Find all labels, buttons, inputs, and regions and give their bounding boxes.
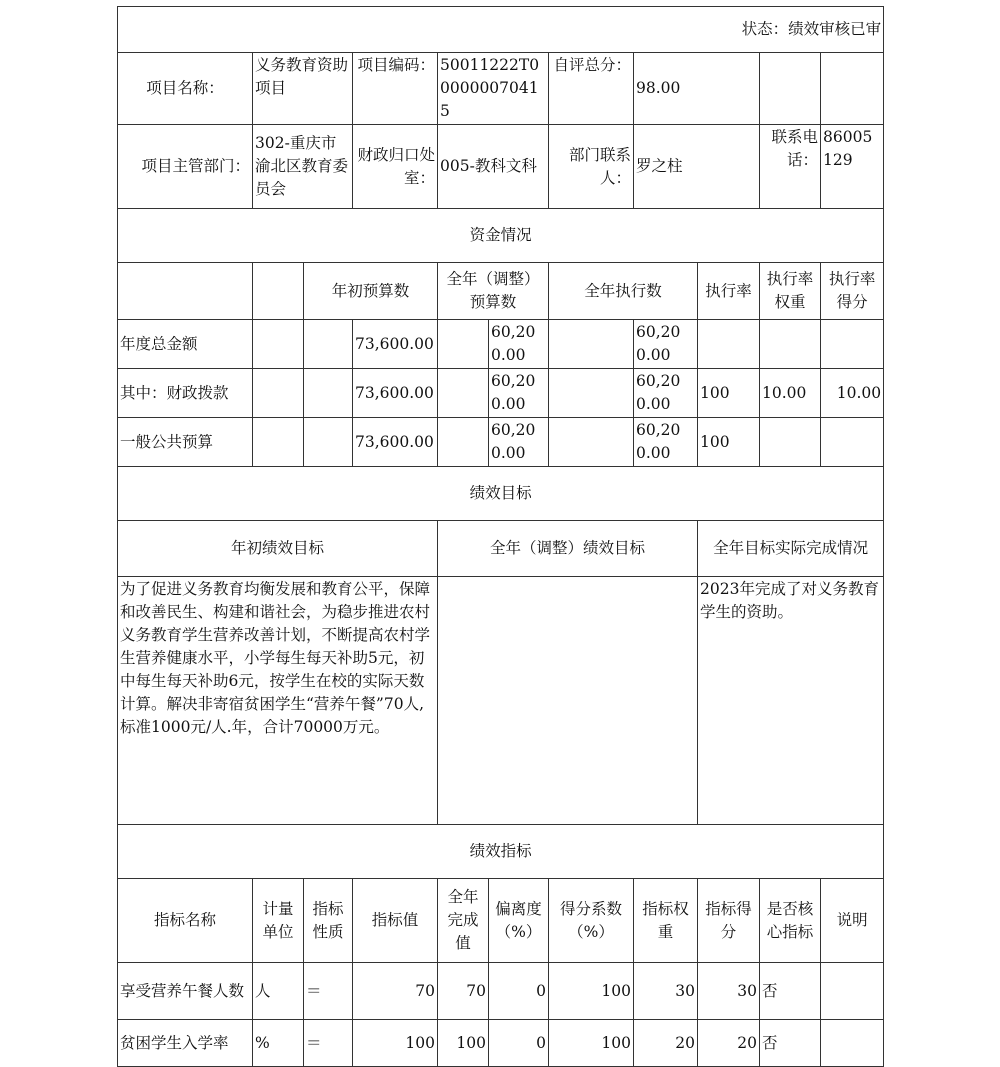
funds-executed: 60,200.00: [634, 369, 698, 418]
indicator-row: [118, 1020, 884, 1067]
funds-initial: 73,600.00: [353, 320, 438, 369]
project-code-label: 项目编码：: [353, 53, 438, 125]
ind-nature: ＝: [304, 1020, 353, 1067]
indicators-section-title: 绩效指标: [118, 825, 884, 879]
ind-actual: 100: [438, 1020, 489, 1067]
ind-header-weight: 指标权重: [634, 879, 698, 963]
goals-initial-header: 年初绩效目标: [118, 521, 438, 577]
indicator-row: [118, 963, 884, 1020]
empty-cell: [253, 418, 304, 467]
ind-deviation: 0: [489, 963, 549, 1020]
ind-score: 20: [698, 1020, 760, 1067]
ind-unit: %: [253, 1020, 304, 1067]
ind-name: 享受营养午餐人数: [118, 963, 253, 1020]
ind-value: 100: [353, 1020, 438, 1067]
ind-nature: ＝: [304, 963, 353, 1020]
ind-note: [821, 963, 884, 1020]
goals-completion-header: 全年目标实际完成情况: [698, 521, 884, 577]
empty-cell: [821, 53, 884, 125]
ind-header-score: 指标得分: [698, 879, 760, 963]
ind-deviation: 0: [489, 1020, 549, 1067]
contact-label: 部门联系人：: [549, 125, 634, 209]
funds-score: [821, 418, 884, 467]
empty-cell: [549, 418, 634, 467]
status-text: 状态：绩效审核已审: [741, 20, 882, 38]
funds-header-adjusted: 全年（调整）预算数: [438, 263, 549, 320]
ind-core: 否: [760, 1020, 821, 1067]
empty-cell: [438, 418, 489, 467]
goals-adjusted-header: 全年（调整）绩效目标: [438, 521, 698, 577]
goals-initial-text: 为了促进义务教育均衡发展和教育公平，保障和改善民生、构建和谐社会，为稳步推进农村义务教育学生营养改善计划，不断提高农村学生营养健康水平，小学每生每天补助5元，初中每生每天补助6元，按学生在校的实际天数计算。解决非寄宿贫困学生“营养午餐”70人,标准1000元/人.年，合计70000万元。: [118, 577, 438, 825]
finance-office-label: 财政归口处室：: [353, 125, 438, 209]
funds-adjusted: 60,200.00: [489, 320, 549, 369]
ind-header-core: 是否核心指标: [760, 879, 821, 963]
funds-row-label: 年度总金额: [118, 320, 253, 369]
funds-row: [118, 320, 884, 369]
funds-rate: 100: [698, 369, 760, 418]
project-name-value: 义务教育资助项目: [253, 53, 353, 125]
self-score-label: 自评总分：: [549, 53, 634, 125]
funds-header-score: 执行率得分: [821, 263, 884, 320]
phone-label: 联系电话：: [760, 125, 821, 209]
empty-cell: [438, 320, 489, 369]
funds-header-weight: 执行率权重: [760, 263, 821, 320]
funds-score: 10.00: [821, 369, 884, 418]
empty-cell: [253, 320, 304, 369]
ind-score: 30: [698, 963, 760, 1020]
funds-weight: [760, 418, 821, 467]
empty-cell: [438, 369, 489, 418]
ind-header-unit: 计量单位: [253, 879, 304, 963]
project-name-label: 项目名称：: [118, 53, 253, 125]
funds-section-title: 资金情况: [118, 209, 884, 263]
funds-row: [118, 369, 884, 418]
contact-value: 罗之柱: [634, 125, 760, 209]
dept-label: 项目主管部门：: [118, 125, 253, 209]
ind-unit: 人: [253, 963, 304, 1020]
empty-cell: [304, 369, 353, 418]
ind-coef: 100: [549, 963, 634, 1020]
funds-row-label: 一般公共预算: [118, 418, 253, 467]
ind-header-value: 指标值: [353, 879, 438, 963]
funds-adjusted: 60,200.00: [489, 418, 549, 467]
goals-adjusted-text: [438, 577, 698, 825]
funds-adjusted: 60,200.00: [489, 369, 549, 418]
empty-cell: [549, 369, 634, 418]
funds-weight: 10.00: [760, 369, 821, 418]
funds-score: [821, 320, 884, 369]
self-score-value: 98.00: [634, 53, 760, 125]
funds-executed: 60,200.00: [634, 418, 698, 467]
performance-table: [117, 6, 884, 1067]
finance-office-value: 005-教科文科: [438, 125, 549, 209]
ind-header-deviation: 偏离度（%）: [489, 879, 549, 963]
status-row: [118, 7, 884, 53]
ind-note: [821, 1020, 884, 1067]
funds-weight: [760, 320, 821, 369]
empty-cell: [304, 418, 353, 467]
ind-header-coef: 得分系数（%）: [549, 879, 634, 963]
ind-weight: 20: [634, 1020, 698, 1067]
ind-name: 贫困学生入学率: [118, 1020, 253, 1067]
ind-core: 否: [760, 963, 821, 1020]
empty-cell: [304, 320, 353, 369]
funds-rate: 100: [698, 418, 760, 467]
goals-completion-text: 2023年完成了对义务教育学生的资助。: [698, 577, 884, 825]
funds-rate: [698, 320, 760, 369]
funds-executed: 60,200.00: [634, 320, 698, 369]
ind-header-name: 指标名称: [118, 879, 253, 963]
dept-value: 302-重庆市渝北区教育委员会: [253, 125, 353, 209]
empty-cell: [253, 369, 304, 418]
ind-actual: 70: [438, 963, 489, 1020]
funds-row: [118, 418, 884, 467]
funds-header-executed: 全年执行数: [549, 263, 698, 320]
funds-initial: 73,600.00: [353, 369, 438, 418]
project-code-value: 50011222T000000070415: [438, 53, 549, 125]
empty-cell: [253, 263, 304, 320]
ind-header-actual: 全年完成值: [438, 879, 489, 963]
ind-header-note: 说明: [821, 879, 884, 963]
empty-cell: [760, 53, 821, 125]
phone-value: 86005129: [821, 125, 884, 209]
funds-initial: 73,600.00: [353, 418, 438, 467]
ind-value: 70: [353, 963, 438, 1020]
ind-header-nature: 指标性质: [304, 879, 353, 963]
empty-cell: [549, 320, 634, 369]
ind-weight: 30: [634, 963, 698, 1020]
empty-cell: [118, 263, 253, 320]
funds-header-initial: 年初预算数: [304, 263, 438, 320]
funds-header-rate: 执行率: [698, 263, 760, 320]
ind-coef: 100: [549, 1020, 634, 1067]
funds-row-label: 其中：财政拨款: [118, 369, 253, 418]
goals-section-title: 绩效目标: [118, 467, 884, 521]
